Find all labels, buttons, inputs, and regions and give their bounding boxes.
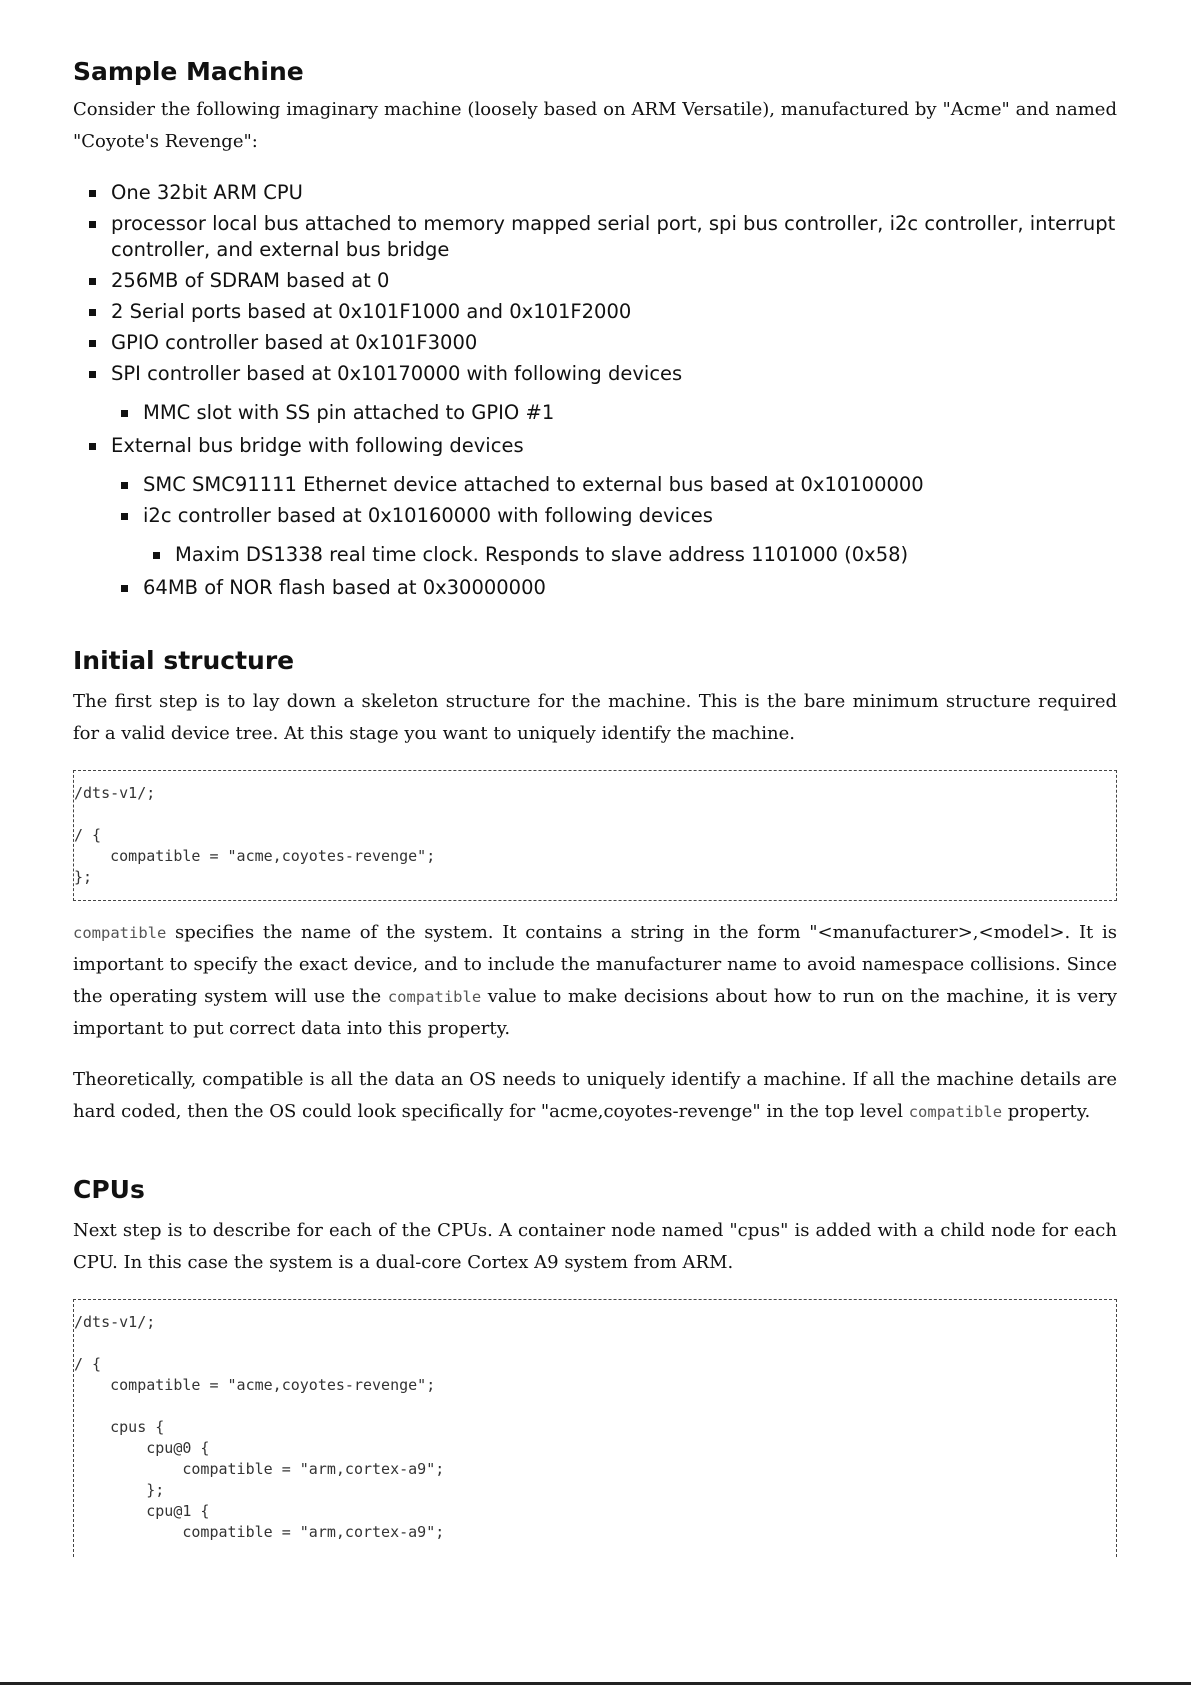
list-item (73, 361, 1117, 426)
document-page (73, 56, 1117, 1557)
inline-code: compatible (908, 1103, 1003, 1121)
compatible-theory (73, 1064, 1117, 1128)
code-line: }; (74, 868, 93, 886)
list-item: One 32bit ARM CPU (73, 180, 1117, 206)
list-item: 256MB of SDRAM based at 0 (73, 268, 1117, 294)
i2c-device-list (137, 542, 1117, 568)
code-line: / { (74, 826, 102, 844)
code-line: / { (74, 1355, 102, 1373)
code-line: compatible = "acme,coyotes-revenge"; (74, 1376, 436, 1394)
list-item-text: External bus bridge with following devices (111, 434, 524, 457)
list-item (73, 433, 1117, 601)
code-line (74, 1333, 1116, 1354)
list-item: MMC slot with SS pin attached to GPIO #1 (105, 400, 1117, 426)
list-item-text: i2c controller based at 0x10160000 with following devices (143, 504, 713, 527)
bridge-device-list (105, 472, 1117, 601)
code-line: cpus { (74, 1418, 165, 1436)
list-item: GPIO controller based at 0x101F3000 (73, 330, 1117, 356)
list-item-text: SPI controller based at 0x10170000 with following devices (111, 362, 683, 385)
code-line: }; (74, 1481, 165, 1499)
list-item: 2 Serial ports based at 0x101F1000 and 0x101F2000 (73, 299, 1117, 325)
inline-code: compatible (73, 924, 167, 942)
machine-spec-list (73, 180, 1117, 601)
code-line (74, 1396, 1116, 1417)
code-line: compatible = "arm,cortex-a9"; (74, 1460, 445, 1478)
initial-structure-intro: The first step is to lay down a skeleton structure for the machine. This is the bare minimum structure required for a valid device tree. At this stage you want to uniquely identify the machine. (73, 691, 1117, 744)
list-item: 64MB of NOR flash based at 0x30000000 (105, 575, 1117, 601)
sample-machine-intro: Consider the following imaginary machine (loosely based on ARM Versatile), manufactured by "Acme" and named "Coyote's Revenge": (73, 99, 1117, 152)
code-line: /dts-v1/; (74, 1313, 156, 1331)
code-block-skeleton (73, 770, 1117, 901)
paragraph-text: value to make decisions about how to run on the machine, it is very important to put correct data into this property. (73, 986, 1117, 1039)
code-block-cpus (73, 1299, 1117, 1557)
spi-device-list (105, 400, 1117, 426)
inline-code: compatible (387, 988, 482, 1006)
paragraph-text: property. (1002, 1101, 1091, 1122)
list-item: Maxim DS1338 real time clock. Responds to slave address 1101000 (0x58) (137, 542, 1117, 568)
code-line: /dts-v1/; (74, 784, 156, 802)
section-title-sample-machine: Sample Machine (73, 57, 304, 86)
code-line: cpu@1 { (74, 1502, 210, 1520)
section-title-initial-structure: Initial structure (73, 646, 295, 675)
list-item (105, 503, 1117, 568)
code-line (74, 804, 1116, 825)
compatible-explanation (73, 917, 1117, 1045)
code-line: cpu@0 { (74, 1439, 210, 1457)
code-line: compatible = "arm,cortex-a9"; (74, 1523, 445, 1541)
code-line: compatible = "acme,coyotes-revenge"; (74, 847, 436, 865)
section-title-cpus: CPUs (73, 1175, 145, 1204)
paragraph-text: Theoretically, compatible is all the data an OS needs to uniquely identify a machine. If all the machine details are hard coded, then the OS could look specifically for "acme,coyotes-revenge" in the top level (73, 1069, 1117, 1122)
cpus-intro: Next step is to describe for each of the CPUs. A container node named "cpus" is added with a child node for each CPU. In this case the system is a dual-core Cortex A9 system from ARM. (73, 1220, 1117, 1273)
list-item: processor local bus attached to memory mapped serial port, spi bus controller, i2c controller, interrupt controller, and external bus bridge (73, 211, 1117, 263)
paragraph-text: specifies the name of the system. It contains a string in the form "<manufacturer>,<model>. It is important to specify the exact device, and to include the manufacturer name to avoid namespace collisions. Since the operating system will use the (73, 922, 1117, 1007)
list-item: SMC SMC91111 Ethernet device attached to external bus based at 0x10100000 (105, 472, 1117, 498)
